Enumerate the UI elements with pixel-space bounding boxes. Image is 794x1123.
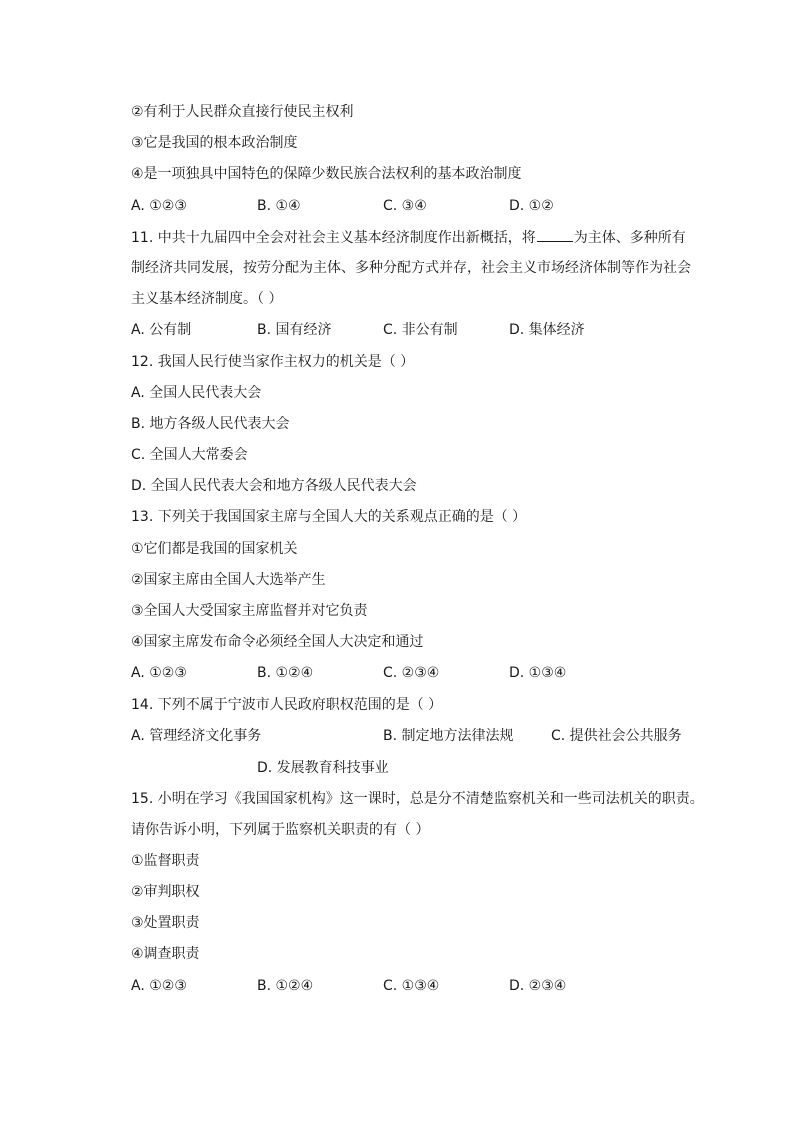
option-b: B. ①④: [257, 198, 301, 214]
q13-statement-1: ①它们都是我国的国家机关: [131, 541, 298, 557]
q12-stem: 12. 我国人民行使当家作主权力的机关是（ ）: [131, 354, 415, 370]
q15-statement-4: ④调查职责: [131, 946, 200, 962]
q12-option-b: B. 地方各级人民代表大会: [131, 416, 290, 432]
q13-option-c: C. ②③④: [383, 665, 440, 681]
q11-stem-line1: [131, 227, 686, 248]
q11-stem-pre: 11. 中共十九届四中全会对社会主义基本经济制度作出新概括，将: [131, 230, 536, 246]
q11-option-d: D. 集体经济: [509, 322, 585, 338]
q13-option-d: D. ①③④: [509, 665, 567, 681]
option-c: C. ③④: [383, 198, 427, 214]
q15-option-b: B. ①②④: [257, 978, 314, 994]
q15-option-d: D. ②③④: [509, 978, 567, 994]
q14-stem: 14. 下列不属于宁波市人民政府职权范围的是（ ）: [131, 697, 443, 713]
q13-option-b: B. ①②④: [257, 665, 314, 681]
q15-statement-3: ③处置职责: [131, 915, 200, 931]
q15-option-a: A. ①②③: [131, 978, 187, 994]
q15-statement-1: ①监督职责: [131, 853, 200, 869]
q15-stem-line1: 15. 小明在学习《我国国家机构》这一课时，总是分不清楚监察机关和一些司法机关的职责。: [131, 791, 704, 807]
q11-option-b: B. 国有经济: [257, 322, 332, 338]
option-d: D. ①②: [509, 198, 554, 214]
q14-option-c: C. 提供社会公共服务: [551, 728, 682, 744]
q15-statement-2: ②审判职权: [131, 884, 200, 900]
q11-stem-line3: 主义基本经济制度。（ ）: [131, 291, 283, 307]
q13-statement-2: ②国家主席由全国人大选举产生: [131, 572, 326, 588]
q13-statement-4: ④国家主席发布命令必须经全国人大决定和通过: [131, 634, 424, 650]
fill-blank: [537, 227, 573, 242]
q12-option-c: C. 全国人大常委会: [131, 447, 248, 463]
statement-2: ②有利于人民群众直接行使民主权利: [131, 104, 354, 120]
q11-option-a: A. 公有制: [131, 322, 192, 338]
option-a: A. ①②③: [131, 198, 187, 214]
q12-option-d: D. 全国人民代表大会和地方各级人民代表大会: [131, 478, 417, 494]
q13-stem: 13. 下列关于我国国家主席与全国人大的关系观点正确的是（ ）: [131, 509, 527, 525]
q15-stem-line2: 请你告诉小明，下列属于监察机关职责的有（ ）: [131, 822, 430, 838]
statement-3: ③它是我国的根本政治制度: [131, 135, 298, 151]
q12-option-a: A. 全国人民代表大会: [131, 385, 262, 401]
q14-option-a: A. 管理经济文化事务: [131, 728, 262, 744]
q13-option-a: A. ①②③: [131, 665, 187, 681]
q11-stem-line2: 制经济共同发展，按劳分配为主体、多种分配方式并存，社会主义市场经济体制等作为社会: [131, 260, 691, 276]
q11-stem-post: 为主体、多种所有: [573, 230, 686, 246]
statement-4: ④是一项独具中国特色的保障少数民族合法权利的基本政治制度: [131, 166, 522, 182]
q13-statement-3: ③全国人大受国家主席监督并对它负责: [131, 603, 368, 619]
q14-option-d: D. 发展教育科技事业: [257, 760, 389, 776]
q14-option-b: B. 制定地方法律法规: [383, 728, 514, 744]
q15-option-c: C. ①③④: [383, 978, 440, 994]
q11-option-c: C. 非公有制: [383, 322, 458, 338]
